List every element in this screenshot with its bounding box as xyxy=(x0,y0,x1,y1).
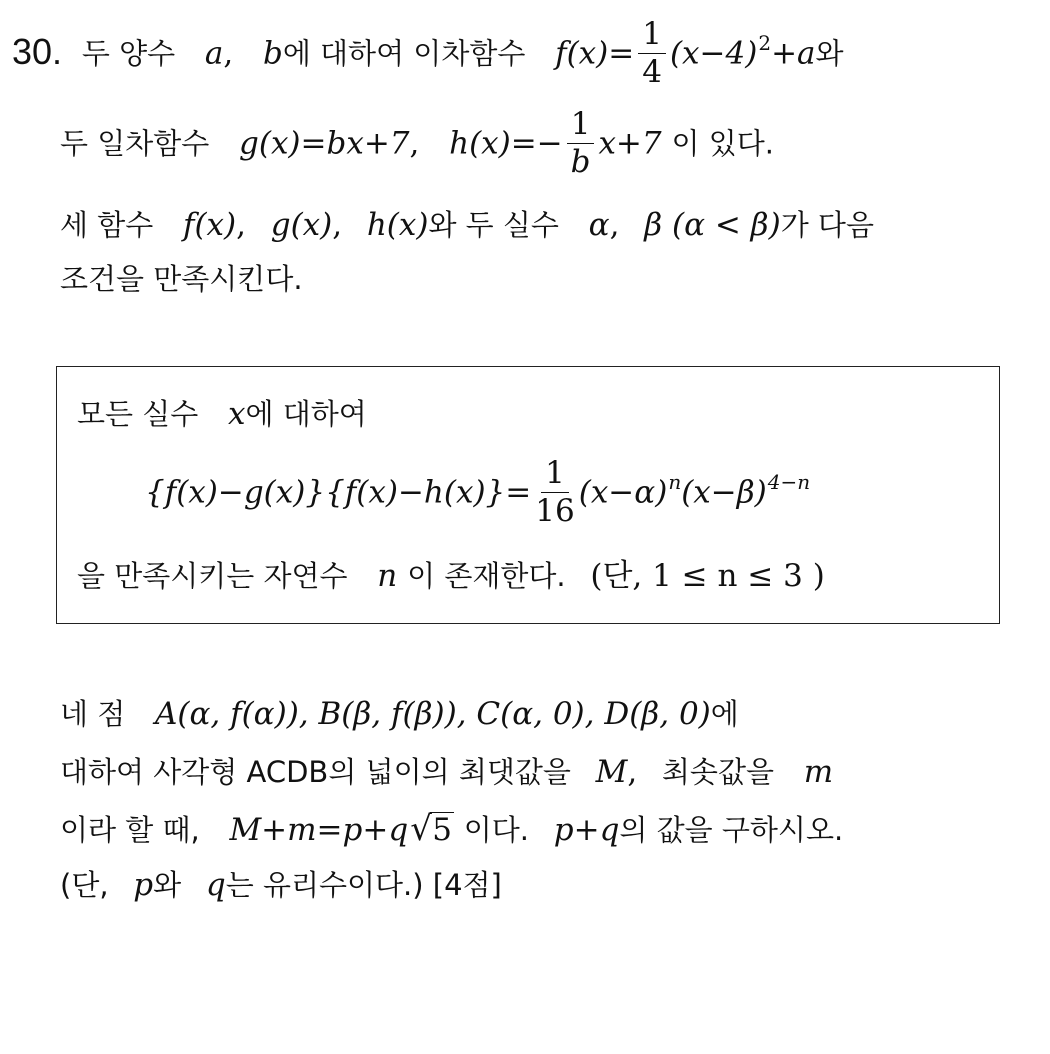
condition-box xyxy=(56,366,1000,624)
condition-line-3 xyxy=(77,559,825,595)
points-list: A(α, f(α)), B(β, f(β)), C(α, 0), D(β, 0) xyxy=(154,696,711,732)
fx: f(x) xyxy=(182,207,237,243)
problem-line-2 xyxy=(60,106,774,180)
text-segment: 는 유리수이다.) [4점] xyxy=(225,868,502,902)
text-segment: 에 대하여 이차함수 xyxy=(282,36,526,71)
fraction-one-quarter xyxy=(638,18,666,88)
var-b: b xyxy=(262,35,283,72)
comma: , xyxy=(409,125,420,162)
text-segment: 가 다음 xyxy=(780,208,874,242)
beta: β xyxy=(644,207,663,243)
h-definition-tail: x+7 xyxy=(598,125,662,162)
problem-number: 30. xyxy=(12,30,63,72)
n-range-condition: (단, 1 ≤ n ≤ 3 ) xyxy=(590,558,825,594)
problem-line-7 xyxy=(60,809,844,849)
comma: , xyxy=(332,207,343,243)
text-segment: 의 값을 구하시오. xyxy=(619,813,844,847)
exponent: 2 xyxy=(758,30,772,55)
problem-line-6 xyxy=(60,755,833,791)
gx: g(x) xyxy=(270,207,333,243)
sqrt-five xyxy=(410,809,454,849)
fraction-denominator: b xyxy=(570,143,591,180)
condition-line-1 xyxy=(77,397,367,433)
radicand: 5 xyxy=(432,812,452,848)
var-M: M xyxy=(595,754,628,790)
alpha: α xyxy=(588,207,610,243)
var-a: a xyxy=(204,35,224,72)
problem-line-5 xyxy=(60,697,739,733)
var-n: n xyxy=(377,558,398,594)
comma: , xyxy=(223,35,234,72)
text-segment: 두 일차함수 xyxy=(60,126,210,161)
text-segment: 세 함수 xyxy=(60,208,154,242)
text-segment: 에 대하여 xyxy=(245,397,367,431)
h-definition-lhs: h(x)=− xyxy=(449,125,563,162)
factor-x-minus-beta: (x−β) xyxy=(681,474,767,511)
exponent-4-minus-n: 4−n xyxy=(767,469,811,494)
hx: h(x) xyxy=(366,207,429,243)
factor-x-minus-alpha: (x−α) xyxy=(578,474,668,511)
var-q: q xyxy=(205,867,226,903)
text-segment: (단, xyxy=(60,868,109,902)
text-segment: 와 xyxy=(153,868,182,902)
sum-expression: M+m=p+q xyxy=(229,812,409,848)
problem-line-4 xyxy=(60,262,303,298)
text-segment: 두 양수 xyxy=(81,36,176,71)
f-definition-tail: +a xyxy=(771,35,816,72)
g-definition: g(x)=bx+7 xyxy=(239,125,410,162)
p-plus-q: p+q xyxy=(553,812,620,848)
fraction-denominator: 16 xyxy=(535,492,575,529)
exponent-n: n xyxy=(668,469,682,494)
text-segment: 조건을 만족시킨다. xyxy=(60,262,303,296)
fraction-denominator: 4 xyxy=(642,53,662,90)
fraction-one-over-b xyxy=(567,108,595,178)
comma: , xyxy=(236,207,246,243)
problem-line-3 xyxy=(60,208,874,244)
text-segment: 네 점 xyxy=(60,697,126,731)
fraction-one-sixteenth xyxy=(535,457,574,527)
text-segment: 이라 할 때, xyxy=(60,813,200,847)
text-segment: 최솟값을 xyxy=(661,755,774,789)
radical-sign: √ xyxy=(410,809,432,849)
text-segment: 대하여 사각형 ACDB의 넓이의 최댓값을 xyxy=(60,755,571,789)
text-segment: 와 xyxy=(815,36,844,71)
problem-line-8 xyxy=(60,868,502,904)
text-segment: 와 두 실수 xyxy=(428,208,559,242)
text-segment: 모든 실수 xyxy=(77,397,199,431)
alpha-less-beta: (α < β) xyxy=(671,207,781,243)
equation-lhs: {f(x)−g(x)}{f(x)−h(x)}= xyxy=(145,474,532,511)
var-m: m xyxy=(803,754,834,790)
f-definition-expr: (x−4) xyxy=(669,35,758,72)
var-x: x xyxy=(228,396,246,432)
text-segment: 이다. xyxy=(463,813,530,847)
var-p: p xyxy=(133,867,154,903)
f-definition-lhs: f(x)= xyxy=(555,35,635,72)
text-segment: 이 존재한다. xyxy=(407,559,566,593)
fraction-numerator: 1 xyxy=(638,18,666,54)
text-segment: 을 만족시키는 자연수 xyxy=(77,559,348,593)
text-segment: 에 xyxy=(710,697,739,731)
condition-equation xyxy=(145,455,811,529)
text-segment: 이 있다. xyxy=(671,126,774,161)
fraction-numerator: 1 xyxy=(567,108,595,144)
fraction-numerator: 1 xyxy=(541,457,569,493)
comma: , xyxy=(609,207,620,243)
comma: , xyxy=(627,754,638,790)
problem-line-1 xyxy=(12,16,844,90)
